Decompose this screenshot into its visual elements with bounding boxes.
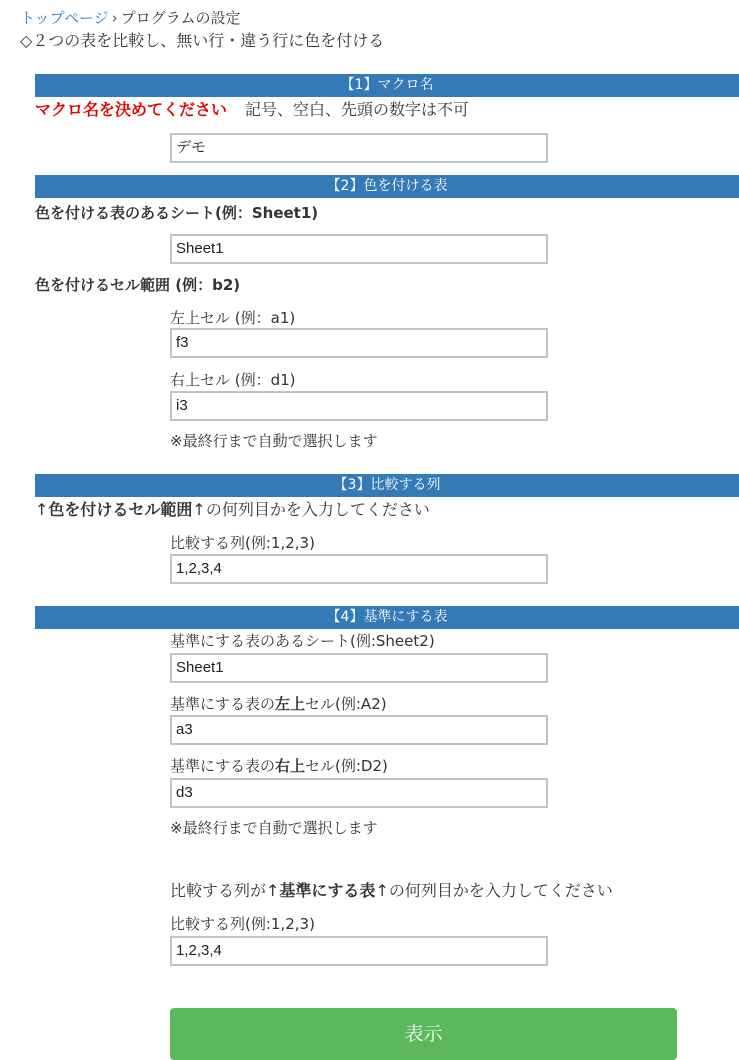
compare-columns-input[interactable] [170, 554, 548, 584]
label-prefix: 比較する列が [170, 881, 267, 900]
section2-header: 【2】色を付ける表 [35, 175, 739, 198]
base-compare-columns-input[interactable] [170, 936, 548, 966]
section4-header: 【4】基準にする表 [35, 606, 739, 629]
base-top-left-input[interactable] [170, 715, 548, 745]
label-prefix: 基準にする表の [170, 757, 276, 775]
target-range-label: 色を付けるセル範囲 (例：b2) [35, 276, 241, 294]
top-left-cell-input[interactable] [170, 328, 548, 358]
macro-name-prompt: マクロ名を決めてください [35, 100, 228, 119]
section3-header: 【3】比較する列 [35, 474, 739, 497]
base-auto-select-note: ※最終行まで自動で選択します [170, 819, 378, 837]
base-sheet-input[interactable] [170, 653, 548, 683]
top-right-cell-input[interactable] [170, 391, 548, 421]
label-suffix: の何列目かを入力してください [388, 881, 613, 900]
base-top-right-label [170, 756, 388, 776]
auto-select-note: ※最終行まで自動で選択します [170, 432, 378, 450]
macro-name-note: 記号、空白、先頭の数字は不可 [245, 100, 470, 119]
label-suffix: セル(例:A2) [305, 695, 387, 713]
label-suffix: セル(例:D2) [305, 757, 388, 775]
up-arrow-icon: ↑ [35, 500, 49, 519]
macro-name-input[interactable] [170, 133, 548, 163]
up-arrow-icon: ↑ [375, 881, 389, 900]
base-top-left-label [170, 694, 387, 714]
label-bold: 左上 [275, 695, 306, 713]
compare-columns-label: 比較する列(例:1,2,3) [170, 534, 315, 552]
section1-header: 【1】マクロ名 [35, 74, 739, 97]
breadcrumb-current: プログラムの設定 [120, 9, 241, 27]
instruction-rest-text: の何列目かを入力してください [205, 500, 430, 519]
base-sheet-label: 基準にする表のあるシート(例:Sheet2) [170, 632, 435, 650]
breadcrumb-separator: › [111, 9, 118, 27]
base-top-right-input[interactable] [170, 778, 548, 808]
target-sheet-label: 色を付ける表のあるシート(例：Sheet1) [35, 204, 319, 222]
top-right-cell-label: 右上セル (例：d1) [170, 371, 296, 389]
macro-name-prompt-row [35, 100, 469, 120]
page-subtitle: ◇２つの表を比較し、無い行・違う行に色を付ける [20, 31, 385, 50]
instruction-bold-text: 色を付けるセル範囲 [48, 500, 193, 519]
up-arrow-icon: ↑ [266, 881, 280, 900]
label-bold: 基準にする表 [279, 881, 376, 900]
label-prefix: 基準にする表の [170, 695, 276, 713]
display-button[interactable]: 表示 [170, 1008, 677, 1060]
breadcrumb-home-link[interactable]: トップページ [20, 9, 109, 27]
compare-columns-instruction [35, 500, 430, 520]
base-compare-instruction [170, 881, 613, 901]
top-left-cell-label: 左上セル (例：a1) [170, 309, 296, 327]
up-arrow-icon: ↑ [192, 500, 206, 519]
breadcrumb [20, 8, 241, 28]
label-bold: 右上 [275, 757, 306, 775]
base-compare-columns-label: 比較する列(例:1,2,3) [170, 915, 315, 933]
target-sheet-input[interactable] [170, 234, 548, 264]
